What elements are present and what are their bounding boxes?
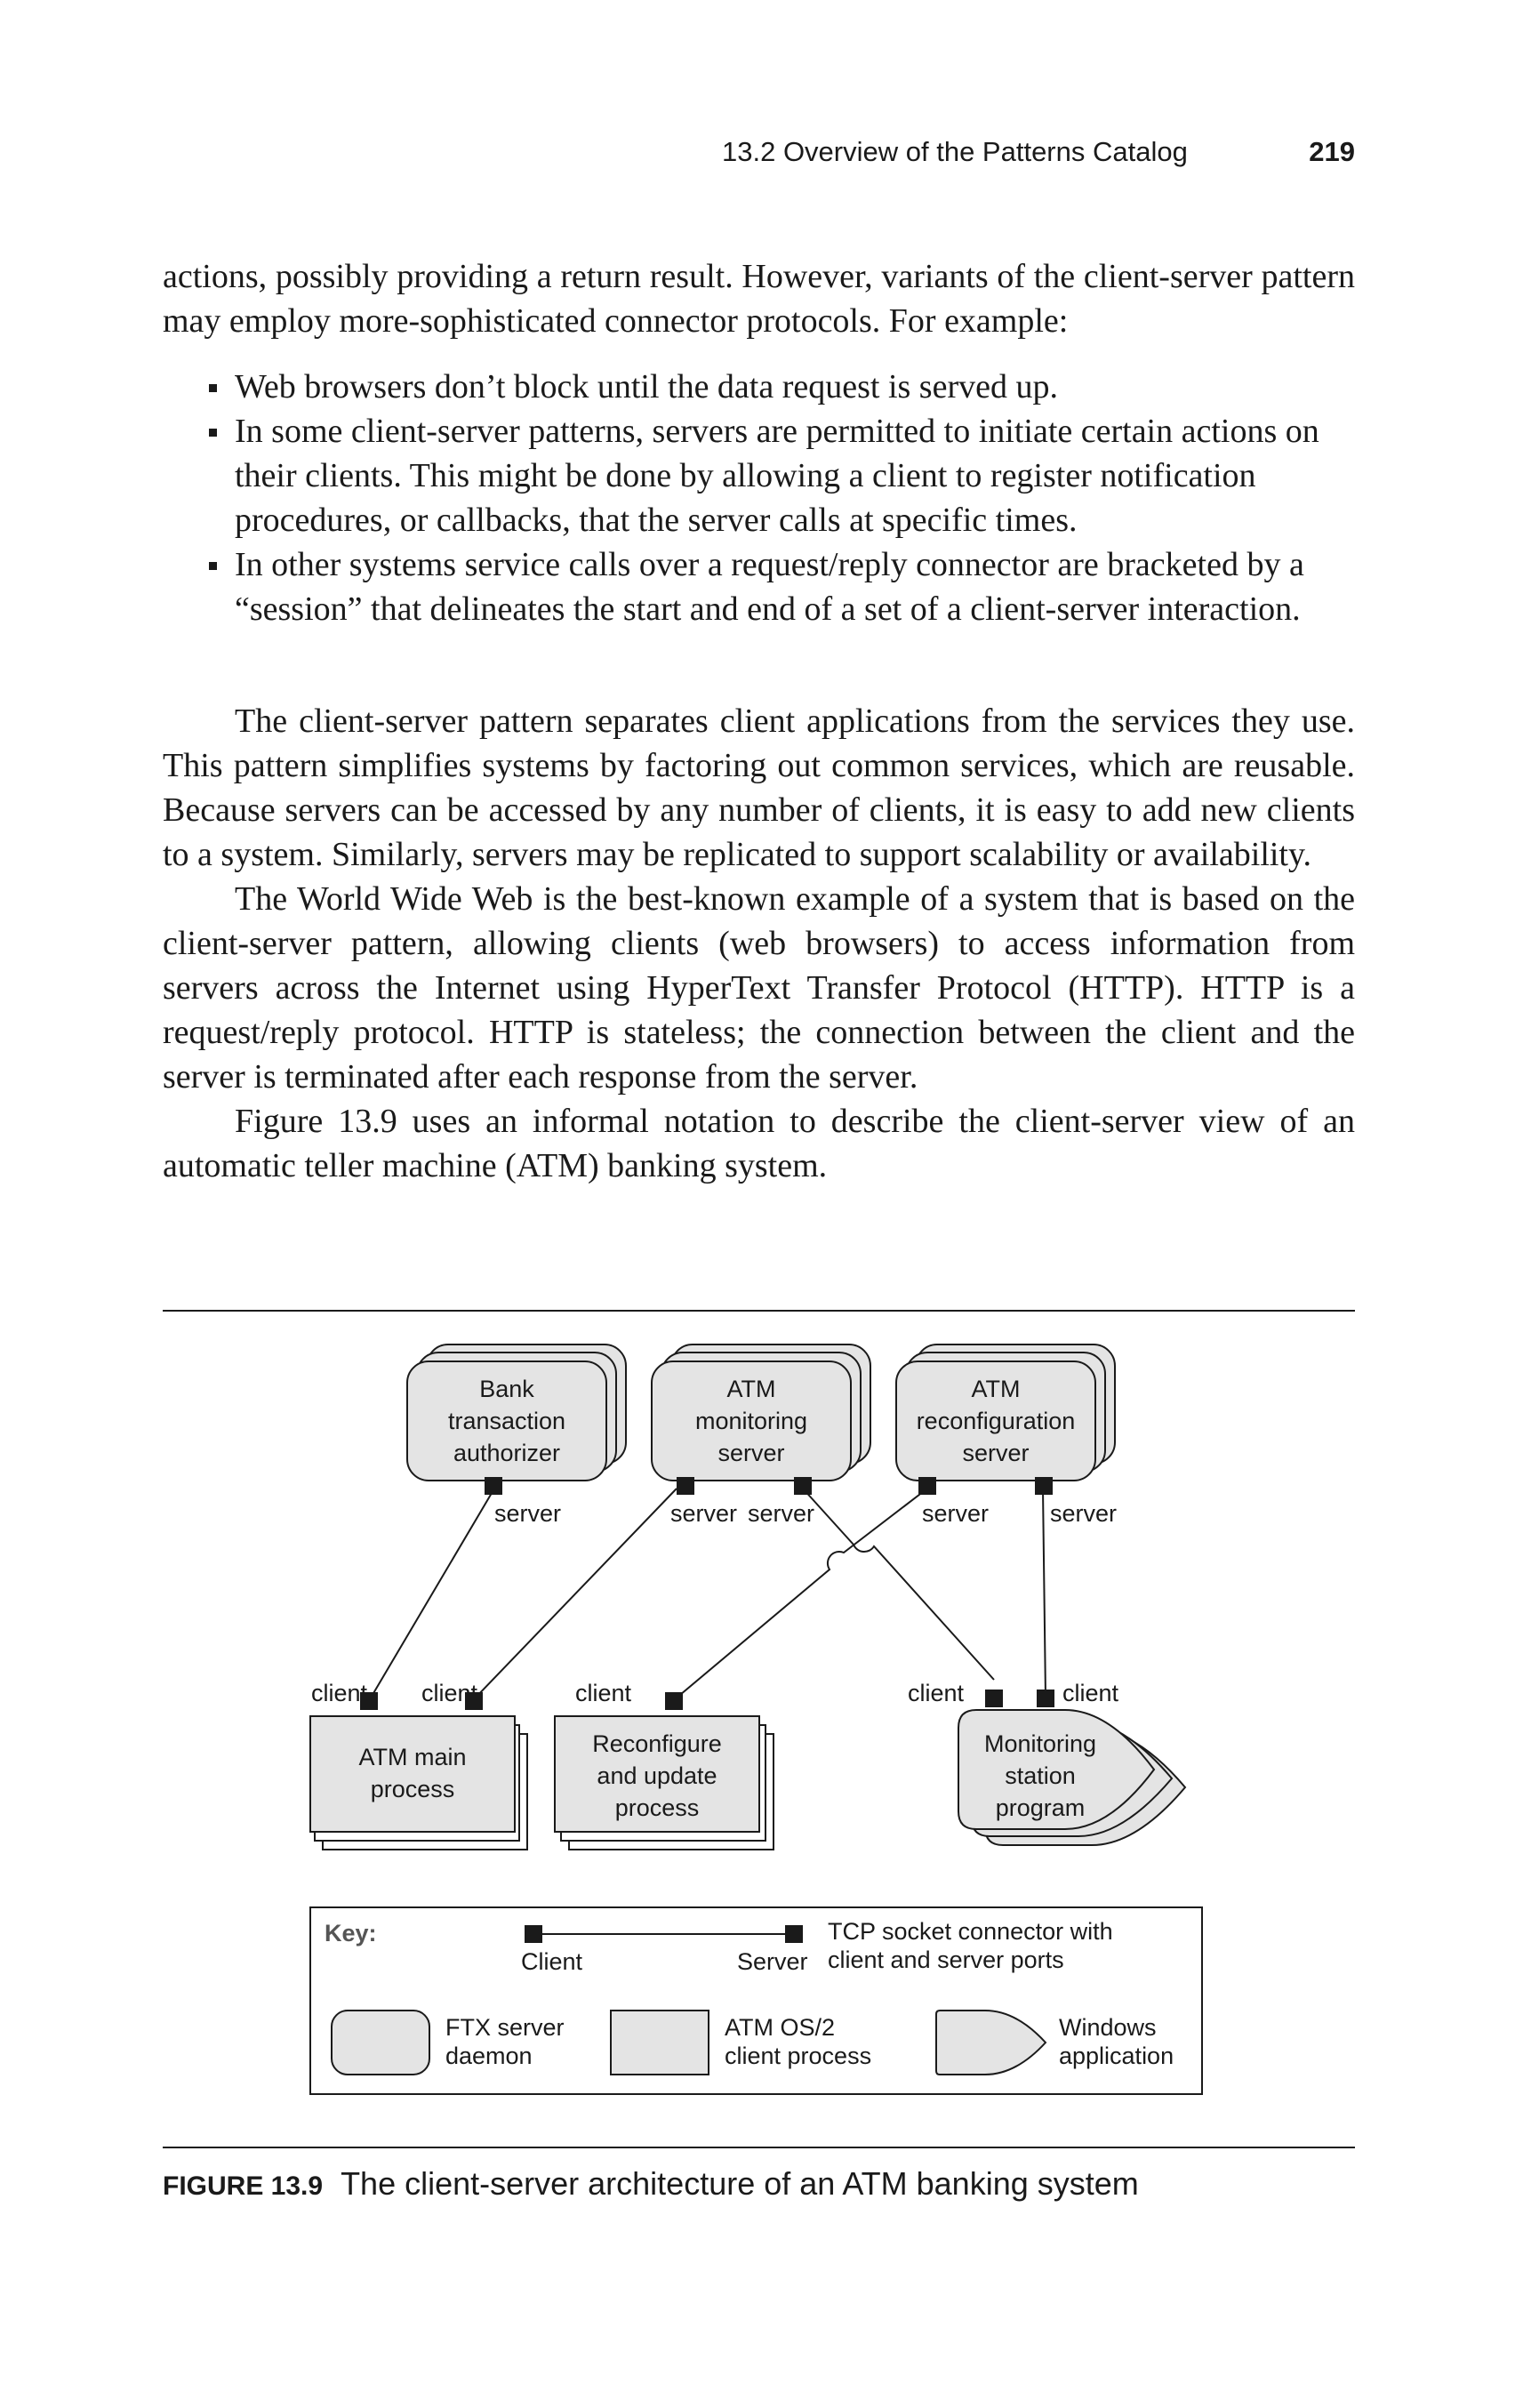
client-label-line2: station [1005, 1762, 1076, 1789]
connector-reconfig-to-station [1043, 1489, 1046, 1698]
client-monitoring-station-program [958, 1710, 1185, 1845]
legend-server-port [785, 1925, 803, 1943]
server-atm-reconfiguration [896, 1344, 1115, 1481]
server-port [794, 1477, 812, 1495]
legend-windows-line1: Windows [1059, 2014, 1157, 2041]
page-number: 219 [1309, 136, 1355, 167]
port-label-client: client [908, 1680, 965, 1706]
server-label-line3: server [717, 1440, 785, 1466]
legend-ftx-line1: FTX server [445, 2014, 565, 2041]
legend-os2-swatch [611, 2011, 709, 2075]
client-label-line1: ATM main [358, 1744, 467, 1770]
running-head-section: 13.2 Overview of the Patterns Catalog [722, 136, 1188, 167]
bullet-item: In other systems service calls over a request/reply connector are bracketed by a “session” that delineates the start and end of a set of a client-server interaction. [163, 542, 1355, 631]
port-label-client: client [575, 1680, 632, 1706]
connector-authorizer-to-atm-main [370, 1489, 494, 1699]
server-bank-transaction-authorizer [407, 1344, 626, 1481]
bullet-item: Web browsers don’t block until the data request is served up. [163, 365, 1355, 409]
port-label-server: server [494, 1500, 562, 1527]
bullet-item: In some client-server patterns, servers are permitted to initiate certain actions on their clients. This might be done by allowing a client to register notification procedures, or callbacks, that the server calls at specific times. [163, 409, 1355, 542]
client-atm-main-process [310, 1716, 527, 1850]
server-atm-monitoring [652, 1344, 870, 1481]
client-label-line1: Monitoring [983, 1730, 1097, 1757]
legend-client-port [525, 1925, 542, 1943]
client-port [1037, 1690, 1054, 1707]
legend-os2-line2: client process [725, 2043, 872, 2069]
port-label-server: server [748, 1500, 815, 1527]
running-head [722, 133, 1355, 171]
figure-caption [163, 2163, 1355, 2207]
port-label-server: server [670, 1500, 738, 1527]
paragraph-2: The client-server pattern separates client applications from the services they use. This pattern simplifies systems by factoring out common services, which are reusable. Because servers can be accessed by any number of clients, it is easy to add new clients to a system. Similarly, servers may be replicated to support scalability or availability. [163, 702, 1355, 873]
server-port [677, 1477, 694, 1495]
server-port [918, 1477, 936, 1495]
client-port [665, 1692, 683, 1710]
port-label-client: client [311, 1680, 368, 1706]
figure-bottom-rule [163, 2147, 1355, 2148]
server-port [485, 1477, 502, 1495]
bullet-list [163, 365, 1355, 631]
legend-ftx-swatch [332, 2011, 429, 2075]
port-label-client: client [421, 1680, 478, 1706]
server-label-line3: authorizer [453, 1440, 561, 1466]
client-label-line3: program [995, 1794, 1086, 1821]
legend-server-label: Server [737, 1948, 808, 1975]
legend-connector-desc-1: TCP socket connector with [828, 1918, 1113, 1945]
client-label-line3: process [614, 1794, 700, 1821]
paragraph-4: Figure 13.9 uses an informal notation to describe the client-server view of an automatic teller machine (ATM) banking system. [163, 1103, 1355, 1184]
client-port [985, 1690, 1003, 1707]
port-label-client: client [1062, 1680, 1119, 1706]
figure-caption-label: FIGURE 13.9 [163, 2171, 324, 2201]
server-label-line1: ATM [726, 1376, 776, 1402]
legend-title: Key: [325, 1920, 377, 1946]
client-reconfigure-update-process [555, 1716, 774, 1850]
legend-windows-line2: application [1059, 2043, 1174, 2069]
figure-13-9 [163, 1312, 1355, 2147]
body-text [163, 699, 1355, 1188]
paragraph-1: actions, possibly providing a return result. However, variants of the client-server pattern may employ more-sophisticated connector protocols. For example: [163, 258, 1355, 340]
legend-connector-desc-2: client and server ports [828, 1946, 1064, 1973]
server-label-line1: ATM [971, 1376, 1021, 1402]
legend-os2-line1: ATM OS/2 [725, 2014, 836, 2041]
server-label-line3: server [962, 1440, 1030, 1466]
client-box [310, 1716, 515, 1832]
server-label-line2: transaction [447, 1408, 566, 1434]
legend-key [310, 1907, 1202, 2094]
server-label-line2: monitoring [694, 1408, 808, 1434]
server-label-line1: Bank [479, 1376, 534, 1402]
port-label-server: server [1050, 1500, 1118, 1527]
legend-client-label: Client [521, 1948, 583, 1975]
client-label-line2: process [370, 1776, 455, 1802]
server-port [1035, 1477, 1053, 1495]
figure-caption-text: The client-server architecture of an ATM banking system [341, 2165, 1139, 2202]
paragraph-3: The World Wide Web is the best-known example of a system that is based on the client-server pattern, allowing clients (web browsers) to access information from servers across the Internet using HyperText Transfer Protocol (HTTP). HTTP is a request/reply protocol. HTTP is stateless; the connection between the client and the server is terminated after each response from the server. [163, 880, 1355, 1096]
client-label-line1: Reconfigure [592, 1730, 722, 1757]
client-label-line2: and update [597, 1762, 717, 1789]
server-label-line2: reconfiguration [916, 1408, 1076, 1434]
architecture-diagram [163, 1312, 1355, 2147]
legend-ftx-line2: daemon [445, 2043, 533, 2069]
port-label-server: server [922, 1500, 990, 1527]
